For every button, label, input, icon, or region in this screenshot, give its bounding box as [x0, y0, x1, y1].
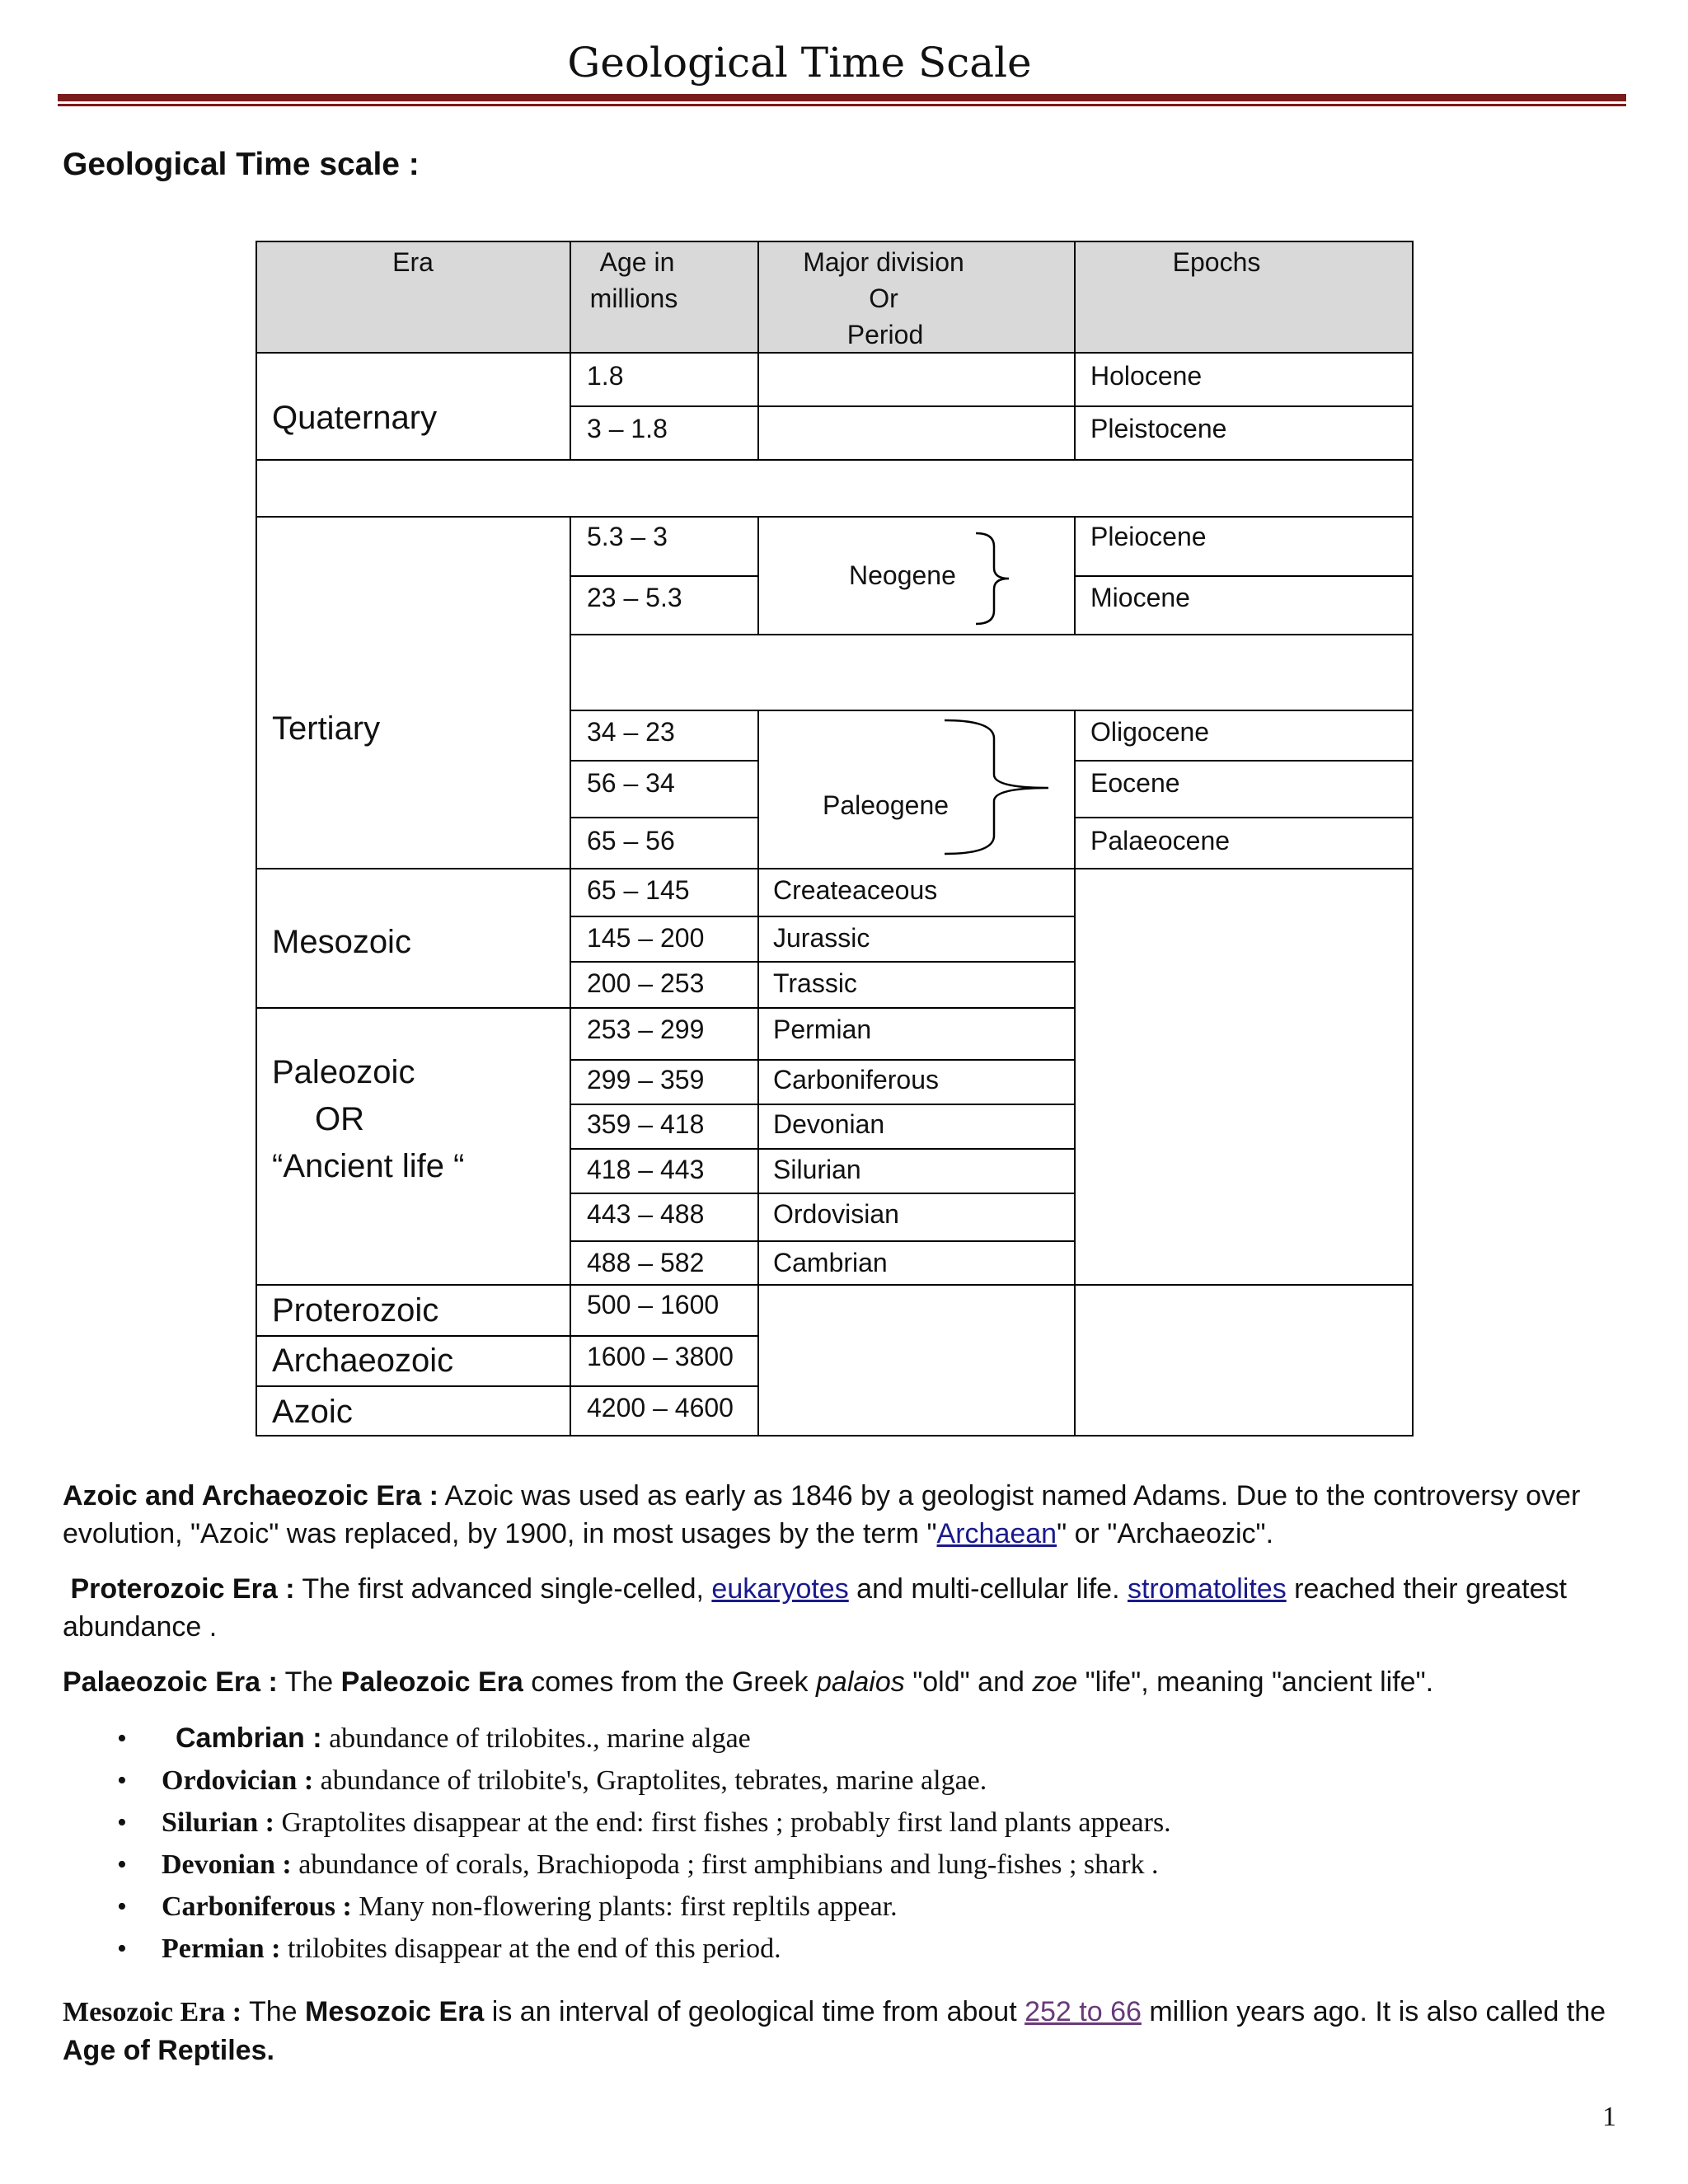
age-cell: 5.3 – 3 [587, 522, 668, 551]
era-paleozoic-alias: “Ancient life “ [272, 1148, 465, 1184]
age-cell: 4200 – 4600 [587, 1393, 734, 1422]
period-cell: Cambrian [773, 1248, 888, 1277]
period-cell: Jurassic [773, 923, 870, 953]
list-item: • Permian : trilobites disappear at the end of this period. [117, 1933, 781, 1964]
age-cell: 418 – 443 [587, 1155, 705, 1184]
page-number: 1 [1602, 2102, 1616, 2132]
header-era: Era [392, 247, 434, 277]
page-header-title: Geological Time Scale [567, 39, 1032, 87]
list-item: • Ordovician : abundance of trilobite's, Graptolites, tebrates, marine algae. [117, 1765, 987, 1796]
epoch-cell: Holocene [1090, 361, 1203, 391]
age-cell: 65 – 145 [587, 875, 690, 905]
epoch-cell: Pleiocene [1090, 522, 1207, 551]
age-cell: 359 – 418 [587, 1109, 705, 1139]
header-epochs: Epochs [1172, 247, 1261, 277]
palaeozoic-period-list [63, 1718, 1629, 1970]
period-cell: Createaceous [773, 875, 938, 905]
stromatolites-link[interactable]: stromatolites [1127, 1573, 1287, 1605]
header-period-line2: Or [869, 284, 898, 313]
paragraph-proterozoic: Proterozoic Era : The first advanced single-celled, eukaryotes and multi-cellular life. stromatolites reached their greatest abundance . [63, 1573, 1567, 1643]
period-cell: Permian [773, 1015, 872, 1044]
age-cell: 500 – 1600 [587, 1290, 720, 1319]
era-paleozoic-or: OR [315, 1101, 364, 1137]
era-quaternary: Quaternary [272, 400, 438, 436]
list-item: • Devonian : abundance of corals, Brachiopoda ; first amphibians and lung-fishes ; shark . [117, 1849, 1159, 1880]
age-cell: 65 – 56 [587, 826, 675, 855]
age-cell: 253 – 299 [587, 1015, 705, 1044]
period-cell: Silurian [773, 1155, 861, 1184]
era-mesozoic: Mesozoic [272, 924, 411, 960]
neogene-brace-icon [973, 530, 1022, 627]
era-paleozoic: Paleozoic [272, 1054, 415, 1090]
age-cell: 488 – 582 [587, 1248, 705, 1277]
age-cell: 443 – 488 [587, 1199, 705, 1229]
age-cell: 56 – 34 [587, 768, 675, 798]
period-cell: Carboniferous [773, 1065, 939, 1094]
age-cell: 3 – 1.8 [587, 414, 668, 443]
paragraph-mesozoic: Mesozoic Era : The Mesozoic Era is an interval of geological time from about 252 to 66 million years ago. It is also called the Age of Reptiles. [63, 1996, 1606, 2066]
list-item: • Cambrian : abundance of trilobites., marine algae [117, 1722, 751, 1754]
age-cell: 34 – 23 [587, 717, 675, 747]
list-item: • Silurian : Graptolites disappear at the end: first fishes ; probably first land plants appears. [117, 1807, 1171, 1838]
age-cell: 145 – 200 [587, 923, 705, 953]
period-paleogene: Paleogene [823, 790, 950, 820]
age-cell: 200 – 253 [587, 968, 705, 998]
epoch-cell: Palaeocene [1090, 826, 1231, 855]
section-title: Geological Time scale : [63, 147, 420, 182]
list-item: • Carboniferous : Many non-flowering plants: first repltils appear. [117, 1891, 898, 1922]
paragraph-palaeozoic: Palaeozoic Era : The Paleozoic Era comes from the Greek palaios "old" and zoe "life", meaning "ancient life". [63, 1666, 1434, 1698]
header-rule-thin [58, 104, 1626, 106]
header-age-line2: millions [589, 284, 678, 313]
archaean-link[interactable]: Archaean [936, 1518, 1057, 1549]
era-proterozoic: Proterozoic [272, 1292, 439, 1329]
epoch-cell: Pleistocene [1090, 414, 1227, 443]
paragraph-azoic: Azoic and Archaeozoic Era : Azoic was used as early as 1846 by a geologist named Adams. Due to the controversy over evolution, "Azoic" was replaced, by 1900, in most usages by the term "Archaean" or "Archaeozic". [63, 1480, 1581, 1549]
epoch-cell: Oligocene [1090, 717, 1210, 747]
mesozoic-dates-link[interactable]: 252 to 66 [1025, 1996, 1142, 2027]
epoch-cell: Eocene [1090, 768, 1180, 798]
eukaryotes-link[interactable]: eukaryotes [711, 1573, 849, 1605]
header-rule-thick [58, 94, 1626, 101]
paleogene-brace-icon [941, 717, 1057, 857]
age-cell: 1.8 [587, 361, 624, 391]
period-cell: Devonian [773, 1109, 885, 1139]
header-age-line1: Age in [599, 247, 675, 277]
header-period-line1: Major division [803, 247, 964, 277]
age-cell: 299 – 359 [587, 1065, 705, 1094]
era-azoic: Azoic [272, 1394, 353, 1430]
age-cell: 1600 – 3800 [587, 1342, 734, 1371]
epoch-cell: Miocene [1090, 583, 1190, 612]
age-cell: 23 – 5.3 [587, 583, 682, 612]
period-neogene: Neogene [849, 560, 956, 590]
period-cell: Trassic [773, 968, 857, 998]
header-period-line3: Period [846, 320, 924, 349]
period-cell: Ordovisian [773, 1199, 899, 1229]
era-archaeozoic: Archaeozoic [272, 1343, 454, 1379]
era-tertiary: Tertiary [272, 710, 381, 747]
